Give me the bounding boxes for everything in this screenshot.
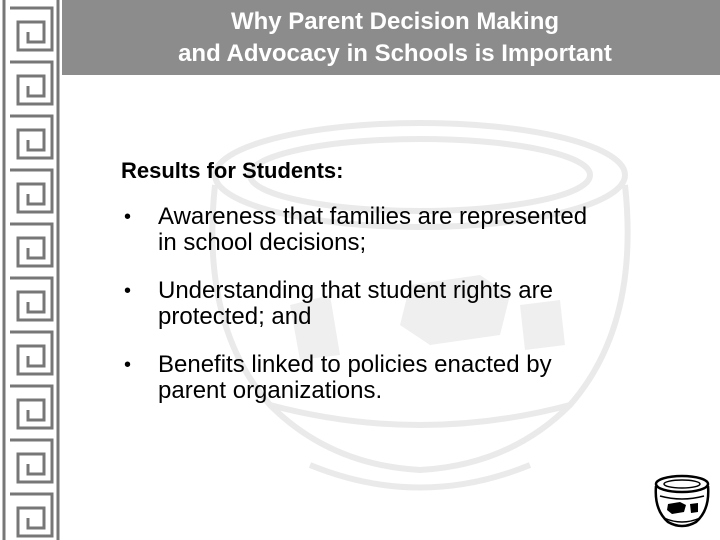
bullet-line: in school decisions; xyxy=(158,229,367,256)
list-item xyxy=(121,204,681,256)
bullet-line: Benefits linked to policies enacted by xyxy=(158,351,552,378)
bullet-icon: • xyxy=(124,206,132,228)
bullet-line: Understanding that student rights are xyxy=(158,277,553,304)
bullet-icon: • xyxy=(124,354,132,376)
slide-title xyxy=(70,6,720,70)
title-line-2: and Advocacy in Schools is Important xyxy=(178,40,612,67)
bullet-line: Awareness that families are represented xyxy=(158,203,588,230)
results-heading: Results for Students: xyxy=(121,158,344,183)
pottery-logo-icon xyxy=(650,472,714,532)
bullet-line: parent organizations. xyxy=(158,377,383,404)
title-line-1: Why Parent Decision Making xyxy=(230,8,560,35)
list-item xyxy=(121,352,681,404)
bullet-icon: • xyxy=(124,280,132,302)
bullet-line: protected; and xyxy=(158,303,312,330)
greek-key-border-icon xyxy=(0,0,62,540)
bullet-list xyxy=(121,204,681,426)
list-item xyxy=(121,278,681,330)
title-bar xyxy=(0,0,720,75)
